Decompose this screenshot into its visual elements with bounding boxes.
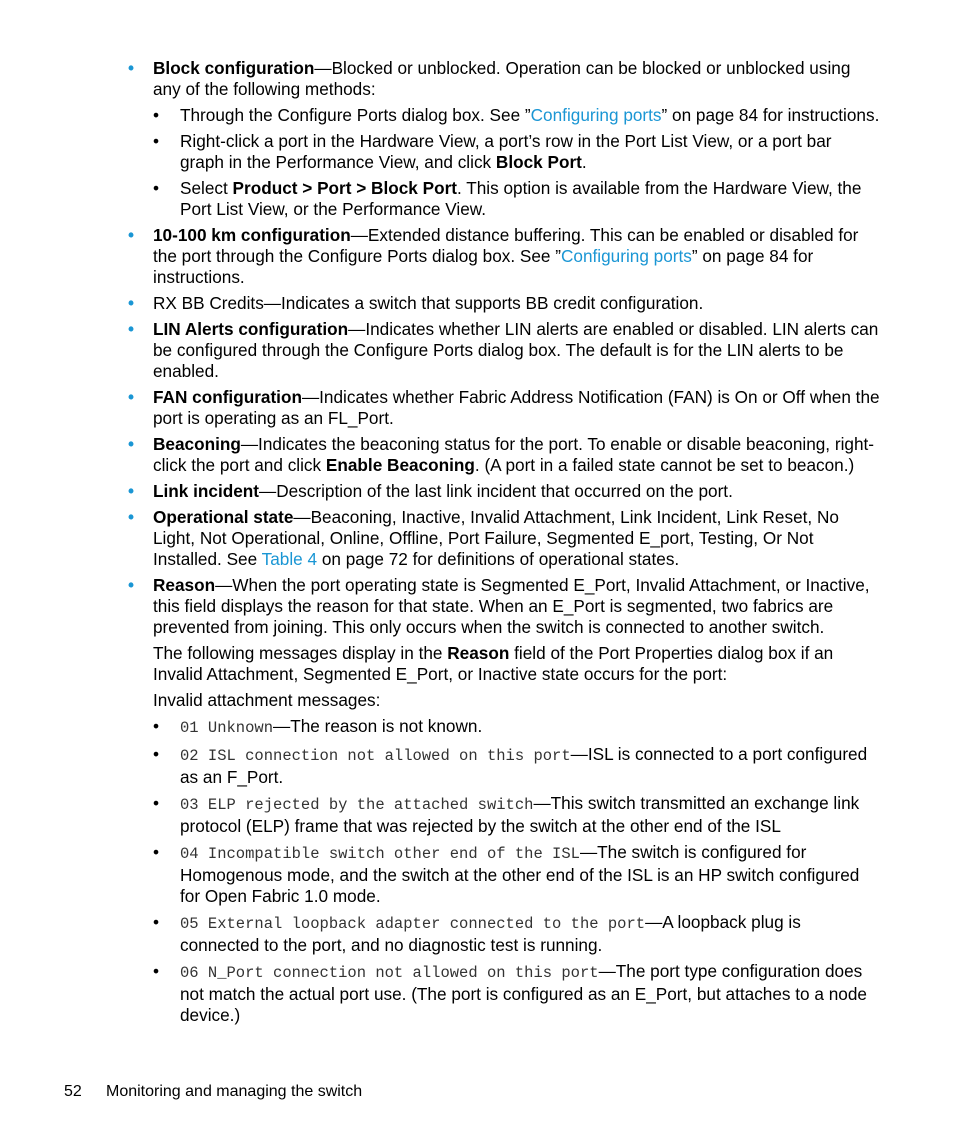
link-configuring-ports[interactable]: Configuring ports bbox=[560, 246, 692, 266]
link-configuring-ports[interactable]: Configuring ports bbox=[530, 105, 662, 125]
term-block-configuration: Block configuration bbox=[153, 58, 315, 78]
message-code: 03 ELP rejected by the attached switch bbox=[180, 796, 534, 814]
term-rx-bb-credits: RX BB Credits bbox=[153, 293, 264, 313]
sub-bold: Block Port bbox=[495, 152, 582, 172]
page-body bbox=[128, 58, 880, 1031]
bullet: • bbox=[128, 58, 135, 78]
bold-enable-beaconing: Enable Beaconing bbox=[325, 455, 475, 475]
list-item-operational-state bbox=[128, 507, 880, 570]
message-item bbox=[153, 744, 880, 788]
para-bold-reason: Reason bbox=[447, 643, 510, 663]
term-fan-configuration: FAN configuration bbox=[153, 387, 302, 407]
bullet: • bbox=[153, 961, 160, 981]
bullet: • bbox=[153, 842, 160, 862]
desc-block-configuration: —Blocked or unblocked. Operation can be blocked or unblocked using any of the following methods: bbox=[153, 58, 851, 99]
bullet: • bbox=[128, 507, 135, 527]
desc-beaconing-2: . (A port in a failed state cannot be set to beacon.) bbox=[474, 455, 855, 475]
bullet: • bbox=[128, 319, 135, 339]
message-code: 02 ISL connection not allowed on this port bbox=[180, 747, 571, 765]
message-code: 05 External loopback adapter connected to the port bbox=[180, 915, 646, 933]
page-footer bbox=[64, 1083, 362, 1101]
reason-paragraph bbox=[153, 643, 880, 685]
desc-reason: —When the port operating state is Segmented E_Port, Invalid Attachment, or Inactive, this field displays the reason for that state. When an E_Port is segmented, two fabrics are prevented from joining. This only occurs when the switch is connected to another switch. bbox=[153, 575, 870, 637]
link-table-4[interactable]: Table 4 bbox=[261, 549, 318, 569]
message-code: 04 Incompatible switch other end of the ISL bbox=[180, 845, 580, 863]
sub-item-select-menu bbox=[153, 178, 880, 220]
list-item-rx-bb-credits bbox=[128, 293, 880, 314]
list-item-beaconing bbox=[128, 434, 880, 476]
desc-link-incident: —Description of the last link incident that occurred on the port. bbox=[259, 481, 733, 501]
para-text: The following messages display in the bbox=[153, 643, 448, 663]
list-item-block-configuration bbox=[128, 58, 880, 100]
bullet: • bbox=[153, 716, 160, 736]
bullet: • bbox=[153, 744, 160, 764]
para-text: field of the Port Properties dialog box if an Invalid Attachment, Segmented E_Port, or Inactive state occurs for the port: bbox=[153, 643, 834, 684]
footer-title: Monitoring and managing the switch bbox=[106, 1083, 363, 1100]
bullet: • bbox=[128, 575, 135, 595]
message-desc: —A loopback plug is connected to the port, and no diagnostic test is running. bbox=[180, 912, 801, 955]
list-item-fan-configuration bbox=[128, 387, 880, 429]
bullet: • bbox=[153, 131, 160, 151]
term-beaconing: Beaconing bbox=[153, 434, 241, 454]
bullet: • bbox=[153, 793, 160, 813]
bullet: • bbox=[153, 178, 160, 198]
sub-text: . bbox=[581, 152, 587, 172]
sub-item-right-click bbox=[153, 131, 880, 173]
desc-km-2: ” on page 84 for instructions. bbox=[153, 246, 814, 287]
sub-text: . This option is available from the Hardware View, the Port List View, or the Performance View. bbox=[180, 178, 862, 219]
message-desc: —The switch is configured for Homogenous mode, and the switch at the other end of the ISL is an HP switch configured for Open Fabric 1.0 mode. bbox=[180, 842, 860, 906]
desc-opstate: —Beaconing, Inactive, Invalid Attachment, Link Incident, Link Reset, No Light, Not Operational, Online, Offline, Port Failure, Segmented E_port, Testing, Or Not Installed. See bbox=[153, 507, 839, 569]
bullet: • bbox=[128, 481, 135, 501]
message-code: 06 N_Port connection not allowed on this port bbox=[180, 964, 599, 982]
list-item-lin-alerts bbox=[128, 319, 880, 382]
list-item-reason bbox=[128, 575, 880, 638]
sub-text: Through the Configure Ports dialog box. See ” bbox=[180, 105, 531, 125]
message-desc: —This switch transmitted an exchange link protocol (ELP) frame that was rejected by the switch at the other end of the ISL bbox=[180, 793, 860, 836]
message-item bbox=[153, 793, 880, 837]
message-item bbox=[153, 842, 880, 907]
sub-item-configure-ports bbox=[153, 105, 880, 126]
message-item bbox=[153, 716, 880, 739]
bullet: • bbox=[128, 225, 135, 245]
bullet: • bbox=[153, 912, 160, 932]
bullet: • bbox=[128, 434, 135, 454]
bullet: • bbox=[153, 105, 160, 125]
message-desc: —The port type configuration does not match the actual port use. (The port is configured as an E_Port, but attaches to a node device.) bbox=[180, 961, 867, 1025]
list-item-link-incident bbox=[128, 481, 880, 502]
bullet: • bbox=[128, 387, 135, 407]
bullet: • bbox=[128, 293, 135, 313]
desc-km: —Extended distance buffering. This can be enabled or disabled for the port through the Configure Ports dialog box. See ” bbox=[153, 225, 859, 266]
list-item-km-configuration bbox=[128, 225, 880, 288]
desc-fan: —Indicates whether Fabric Address Notification (FAN) is On or Off when the port is operating as an FL_Port. bbox=[153, 387, 880, 428]
message-desc: —The reason is not known. bbox=[273, 716, 483, 736]
message-item bbox=[153, 961, 880, 1026]
desc-lin: —Indicates whether LIN alerts are enabled or disabled. LIN alerts can be configured through the Configure Ports dialog box. The default is for the LIN alerts to be enabled. bbox=[153, 319, 879, 381]
desc-opstate-2: on page 72 for definitions of operational states. bbox=[317, 549, 680, 569]
message-item bbox=[153, 912, 880, 956]
desc-rx-bb: —Indicates a switch that supports BB credit configuration. bbox=[263, 293, 704, 313]
sub-text: ” on page 84 for instructions. bbox=[661, 105, 880, 125]
term-lin-alerts: LIN Alerts configuration bbox=[153, 319, 349, 339]
sub-bold: Product > Port > Block Port bbox=[232, 178, 457, 198]
term-km-configuration: 10-100 km configuration bbox=[153, 225, 351, 245]
sub-text: Right-click a port in the Hardware View, a port’s row in the Port List View, or a port bar graph in the Performance View, and click bbox=[180, 131, 832, 172]
sub-text: Select bbox=[180, 178, 233, 198]
term-operational-state: Operational state bbox=[153, 507, 294, 527]
invalid-attachment-heading: Invalid attachment messages: bbox=[153, 690, 381, 710]
message-desc: —ISL is connected to a port configured as an F_Port. bbox=[180, 744, 868, 787]
term-reason: Reason bbox=[153, 575, 216, 595]
term-link-incident: Link incident bbox=[153, 481, 259, 501]
message-code: 01 Unknown bbox=[180, 719, 274, 737]
page-number: 52 bbox=[64, 1083, 82, 1100]
desc-beaconing: —Indicates the beaconing status for the port. To enable or disable beaconing, right-click the port and click bbox=[153, 434, 875, 475]
